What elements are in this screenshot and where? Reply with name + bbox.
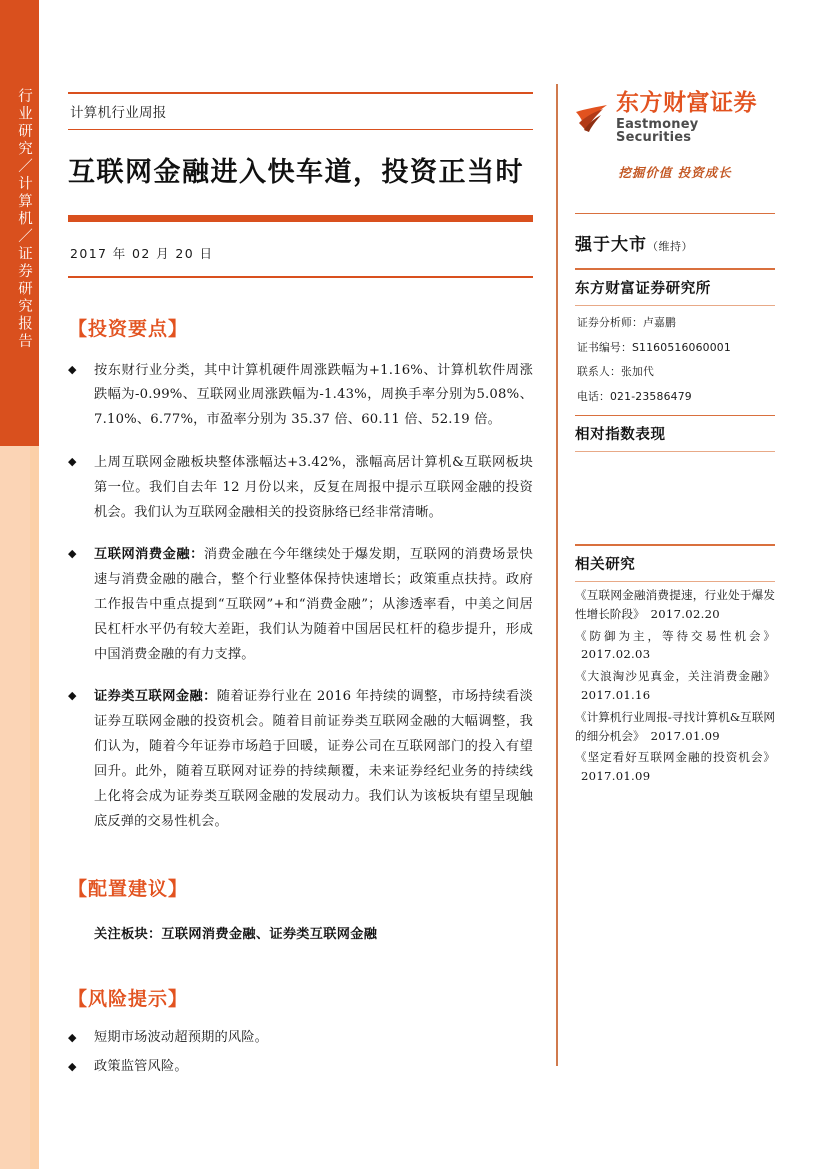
list-item[interactable] [575, 708, 775, 746]
research-title: 《互联网金融消费提速，行业处于爆发性增长阶段》 [575, 588, 775, 621]
list-item [68, 359, 533, 433]
index-performance-block [575, 415, 775, 545]
list-item [68, 451, 533, 525]
list-item [68, 685, 533, 834]
research-title: 《防御为主，等待交易性机会》 [575, 628, 775, 643]
brand-logo [575, 92, 775, 144]
kicker-block [68, 92, 533, 130]
list-item [68, 1027, 533, 1049]
index-performance-title: 相对指数表现 [575, 427, 666, 444]
swoosh-arrow-icon [575, 103, 609, 133]
title-rule-thick [68, 215, 533, 222]
left-sidebar-band [0, 0, 39, 1169]
date-rule-bottom [68, 276, 533, 278]
side-column [575, 84, 775, 789]
section-heading-allocation: 【配置建议】 [68, 878, 189, 901]
related-research-title: 相关研究 [575, 556, 636, 573]
research-date: 2017.02.03 [581, 647, 651, 662]
research-date: 2017.01.09 [581, 769, 651, 784]
diamond-bullet-icon: ◆ [68, 362, 77, 376]
research-title: 《大浪淘沙见真金，关注消费金融》 [575, 669, 775, 684]
diamond-bullet-icon: ◆ [68, 547, 77, 561]
allocation-recommendation: 关注板块：互联网消费金融、证券类互联网金融 [94, 927, 378, 943]
bullet-paragraph: 消费金融在今年继续处于爆发期，互联网的消费场景快速与消费金融的融合，整个行业整体保持快速增长；政策重点扶持。政府工作报告中重点提到“互联网”+和“消费金融”；从渗透率看，中美之间居民杠杆水平仍有较大差距，我们认为随着中国居民杠杆的稳步提升，形成中国消费金融的有力支撑。 [94, 547, 533, 662]
research-date: 2017.01.09 [650, 728, 720, 743]
bullet-text: 短期市场波动超预期的风险。 [94, 1030, 269, 1046]
list-item[interactable] [575, 748, 775, 786]
sidebar-vertical-label: 行业研究／计算机／证券研究报告 [16, 88, 32, 351]
rating-block [575, 213, 775, 270]
report-date: 2017 年 02 月 20 日 [70, 245, 214, 261]
rating-value: 强于大市 [575, 235, 647, 256]
bullet-lead: 互联网消费金融： [94, 547, 204, 563]
list-item[interactable] [575, 667, 775, 705]
diamond-bullet-icon: ◆ [68, 1059, 77, 1073]
bullet-text [94, 359, 533, 433]
bullet-paragraph: 按东财行业分类，其中计算机硬件周涨跌幅为+1.16%、计算机软件周涨跌幅为-0.99%、互联网业周涨跌幅为-1.43%，周换手率分别为5.08%、7.10%、6.77%，市盈率分别为 35.37 倍、60.11 倍、52.19 倍。 [94, 362, 533, 428]
research-date: 2017.01.16 [581, 687, 651, 702]
diamond-bullet-icon: ◆ [68, 454, 77, 468]
bullet-paragraph: 随着证券行业在 2016 年持续的调整，市场持续看淡证券互联网金融的投资机会。随着目前证券类互联网金融的大幅调整，我们认为，随着今年证券市场趋于回暖，证券公司在互联网部门的投入有望回升。此外，随着互联网对证券的持续颠覆，未来证券经纪业务的持续线上化将会成为证券类互联网金融的发展动力。我们认为该板块有望呈现触底反弹的交易性机会。 [94, 689, 533, 829]
diamond-bullet-icon: ◆ [68, 689, 77, 703]
bullet-text [94, 685, 533, 834]
section-heading-investment-points: 【投资要点】 [68, 317, 189, 340]
institute-block [575, 270, 775, 415]
analyst-name: 证券分析师：卢嘉鹏 [577, 316, 676, 330]
column-divider [556, 84, 558, 1066]
bullet-text [94, 451, 533, 525]
research-title: 《坚定看好互联网金融的投资机会》 [575, 750, 775, 765]
kicker-rule-bottom [68, 129, 533, 131]
brand-name-cn: 东方财富证券 [616, 90, 757, 116]
list-item [68, 1056, 533, 1078]
bullet-paragraph: 上周互联网金融板块整体涨幅达+3.42%，涨幅高居计算机&互联网板块第一位。我们自去年 12 月份以来，反复在周报中提示互联网金融的投资机会。我们认为互联网金融相关的投资脉络已经非常清晰。 [94, 454, 533, 520]
risk-list [68, 1027, 533, 1078]
main-column [68, 0, 533, 1084]
related-research-list [575, 582, 775, 786]
bullet-text: 政策监管风险。 [94, 1058, 188, 1074]
rating-row [575, 214, 775, 268]
brand-name-en: Eastmoney Securities [616, 117, 699, 145]
research-title: 《计算机行业周报-寻找计算机&互联网的细分机会》 [575, 709, 775, 743]
sidebar-band-edge [30, 446, 39, 1169]
institute-meta-list [575, 306, 775, 415]
section-heading-risk: 【风险提示】 [68, 988, 189, 1011]
brand-wordmark [616, 92, 775, 144]
diamond-bullet-icon: ◆ [68, 1031, 77, 1045]
contact-phone: 电话：021-23586479 [577, 389, 692, 403]
related-research-block [575, 544, 775, 785]
list-item [68, 543, 533, 667]
list-item[interactable] [575, 627, 775, 665]
investment-points-list [68, 359, 533, 835]
certificate-number: 证书编号：S1160516060001 [577, 340, 731, 354]
research-date: 2017.02.20 [650, 606, 720, 621]
list-item[interactable] [575, 586, 775, 624]
rating-status: （维持） [647, 240, 693, 254]
bullet-text [94, 543, 533, 667]
brand-slogan: 挖掘价值 投资成长 [618, 165, 732, 180]
institute-title: 东方财富证券研究所 [575, 280, 711, 297]
index-performance-chart-area [575, 452, 775, 544]
report-kicker: 计算机行业周报 [70, 104, 167, 121]
page-title: 互联网金融进入快车道，投资正当时 [68, 157, 524, 189]
contact-person: 联系人：张加代 [577, 365, 654, 379]
bullet-lead: 证券类互联网金融： [94, 689, 217, 705]
